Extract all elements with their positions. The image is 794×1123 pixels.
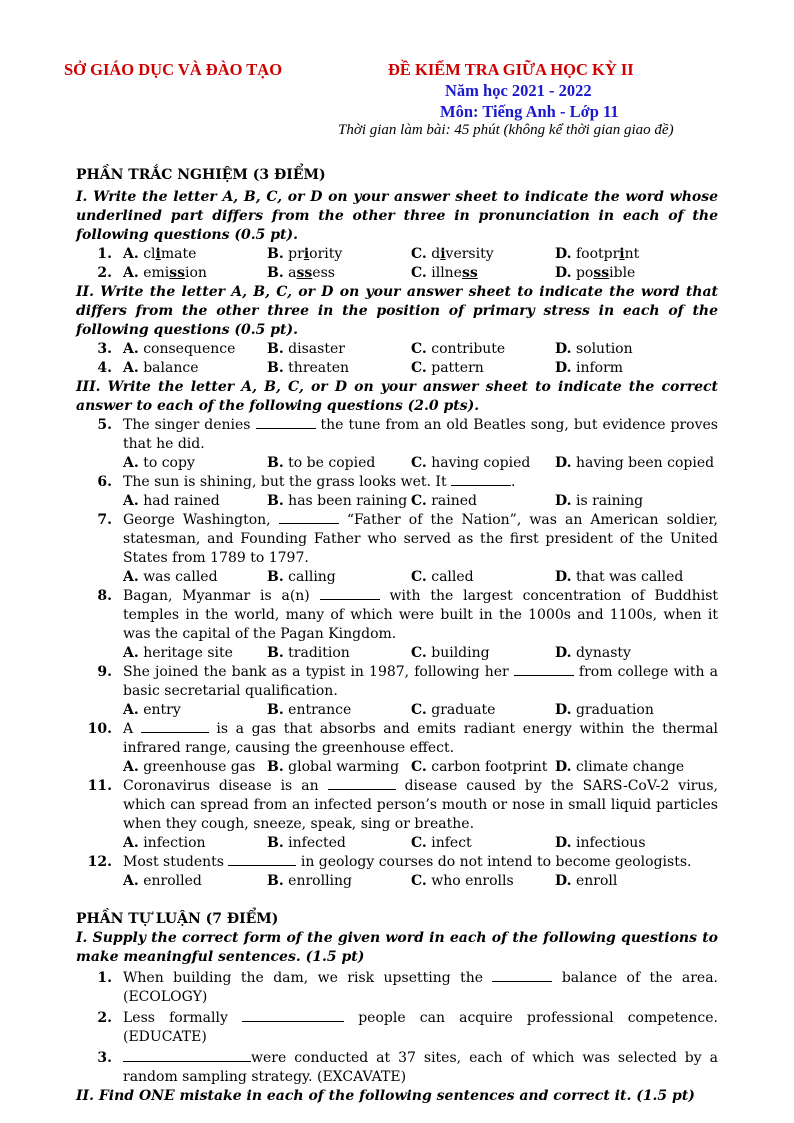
question-5-options bbox=[76, 454, 718, 473]
option-c[interactable]: C. called bbox=[411, 569, 474, 585]
question-12-options bbox=[76, 872, 718, 891]
option-d[interactable]: D. is raining bbox=[555, 493, 644, 509]
question-2: 2. A. emission B. assess C. illness D. possible bbox=[76, 264, 718, 283]
option-d[interactable]: D. inform bbox=[555, 360, 624, 376]
word-form-question-2: 2. Less formally people can acquire professional competence. (EDUCATE) bbox=[97, 1010, 718, 1045]
answer-blank[interactable] bbox=[123, 1049, 251, 1062]
option-d[interactable]: D. having been copied bbox=[555, 455, 715, 471]
option-c[interactable]: C. who enrolls bbox=[411, 873, 514, 889]
option-a[interactable]: A. greenhouse gas bbox=[123, 759, 256, 775]
answer-blank[interactable] bbox=[242, 1009, 344, 1022]
option-a[interactable]: A. entry bbox=[123, 702, 181, 718]
question-3: 3. A. consequence B. disaster C. contribute D. solution bbox=[76, 340, 718, 359]
option-d[interactable]: D. solution bbox=[555, 341, 633, 357]
word-form-question-3: 3. were conducted at 37 sites, each of which was selected by a random sampling strategy. (EXCAVATE) bbox=[97, 1050, 718, 1085]
option-c[interactable]: C. illness bbox=[411, 265, 478, 281]
option-c[interactable]: C. carbon footprint bbox=[411, 759, 548, 775]
question-5: 5. The singer denies the tune from an old Beatles song, but evidence proves that he did. bbox=[97, 417, 718, 452]
option-b[interactable]: B. threaten bbox=[267, 360, 350, 376]
answer-blank[interactable] bbox=[256, 416, 316, 429]
option-a[interactable]: A. enrolled bbox=[123, 873, 202, 889]
option-d[interactable]: D. possible bbox=[555, 265, 636, 281]
option-d[interactable]: D. graduation bbox=[555, 702, 654, 718]
question-8: 8. Bagan, Myanmar is a(n) with the largest concentration of Buddhist temples in the world, many of which were built in the 1000s and 1100s, when it was the capital of the Pagan Kingdom. bbox=[97, 588, 719, 642]
option-d[interactable]: D. footprint bbox=[555, 246, 640, 262]
question-6: 6. The sun is shining, but the grass looks wet. It . bbox=[97, 474, 516, 490]
question-7-options bbox=[76, 568, 718, 587]
option-d[interactable]: D. that was called bbox=[555, 569, 684, 585]
question-8-options bbox=[76, 644, 718, 663]
answer-blank[interactable] bbox=[141, 720, 209, 733]
answer-blank[interactable] bbox=[328, 777, 396, 790]
question-11-options bbox=[76, 834, 718, 853]
answer-blank[interactable] bbox=[492, 969, 552, 982]
option-c[interactable]: C. diversity bbox=[411, 246, 494, 262]
option-b[interactable]: B. tradition bbox=[267, 645, 350, 661]
option-b[interactable]: B. global warming bbox=[267, 759, 400, 775]
subject: Môn: Tiếng Anh - Lớp 11 bbox=[440, 102, 619, 121]
option-a[interactable]: A. emission bbox=[123, 265, 207, 281]
part1-title: PHẦN TRẮC NGHIỆM (3 ĐIỂM) bbox=[76, 167, 326, 183]
option-c[interactable]: C. graduate bbox=[411, 702, 496, 718]
option-a[interactable]: A. infection bbox=[123, 835, 206, 851]
option-b[interactable]: B. infected bbox=[267, 835, 346, 851]
option-d[interactable]: D. enroll bbox=[555, 873, 618, 889]
option-d[interactable]: D. dynasty bbox=[555, 645, 631, 661]
option-b[interactable]: B. assess bbox=[267, 265, 335, 281]
answer-blank[interactable] bbox=[228, 853, 296, 866]
option-c[interactable]: C. infect bbox=[411, 835, 472, 851]
question-7: 7. George Washington, “Father of the Nation”, was an American soldier, statesman, and Founding Father who served as the first president of the United States from 1789 to 1797. bbox=[97, 512, 718, 566]
option-a[interactable]: A. was called bbox=[123, 569, 218, 585]
option-c[interactable]: C. contribute bbox=[411, 341, 506, 357]
section2-instruction: II. Write the letter A, B, C, or D on your answer sheet to indicate the word that differs from the other three in the position of primary stress in each of the following questions (0.5 pt). bbox=[76, 284, 718, 338]
answer-blank[interactable] bbox=[279, 511, 339, 524]
exam-title: ĐỀ KIỂM TRA GIỮA HỌC KỲ II bbox=[388, 60, 634, 79]
question-11: 11. Coronavirus disease is an disease caused by the SARS-CoV-2 virus, which can spread from an infected person’s mouth or nose in small liquid particles when they cough, sneeze, speak, sing or breathe. bbox=[87, 778, 719, 832]
option-a[interactable]: A. heritage site bbox=[123, 645, 233, 661]
part2-title: PHẦN TỰ LUẬN (7 ĐIỂM) bbox=[76, 911, 279, 927]
option-c[interactable]: C. rained bbox=[411, 493, 478, 509]
school-year: Năm học 2021 - 2022 bbox=[445, 81, 592, 100]
question-9: 9. She joined the bank as a typist in 1987, following her from college with a basic secretarial qualification. bbox=[97, 664, 718, 699]
option-b[interactable]: B. entrance bbox=[267, 702, 352, 718]
word-form-question-1: 1. When building the dam, we risk upsetting the balance of the area. (ECOLOGY) bbox=[97, 970, 718, 1005]
option-a[interactable]: A. balance bbox=[123, 360, 199, 376]
question-1: 1. A. climate B. priority C. diversity D. footprint bbox=[76, 245, 718, 264]
question-4: 4. A. balance B. threaten C. pattern D. inform bbox=[76, 359, 718, 378]
option-b[interactable]: B. enrolling bbox=[267, 873, 353, 889]
option-c[interactable]: C. pattern bbox=[411, 360, 484, 376]
question-10-options bbox=[76, 758, 718, 777]
option-c[interactable]: C. having copied bbox=[411, 455, 531, 471]
option-d[interactable]: D. climate change bbox=[555, 759, 685, 775]
department-name: SỞ GIÁO DỤC VÀ ĐÀO TẠO bbox=[64, 60, 283, 79]
option-d[interactable]: D. infectious bbox=[555, 835, 646, 851]
part2-section1-instruction: I. Supply the correct form of the given word in each of the following questions to make meaningful sentences. (1.5 pt) bbox=[76, 930, 718, 965]
question-6-options bbox=[76, 492, 718, 511]
option-b[interactable]: B. disaster bbox=[267, 341, 345, 357]
section3-instruction: III. Write the letter A, B, C, or D on your answer sheet to indicate the correct answer to each of the following questions (2.0 pts). bbox=[76, 379, 718, 414]
part2-section2-instruction: II. Find ONE mistake in each of the following sentences and correct it. (1.5 pt) bbox=[76, 1088, 695, 1104]
option-a[interactable]: A. climate bbox=[123, 246, 197, 262]
question-10: 10. A is a gas that absorbs and emits radiant energy within the thermal infrared range, causing the greenhouse effect. bbox=[87, 721, 719, 756]
option-b[interactable]: B. to be copied bbox=[267, 455, 376, 471]
option-a[interactable]: A. had rained bbox=[123, 493, 220, 509]
option-b[interactable]: B. priority bbox=[267, 246, 343, 262]
question-9-options bbox=[76, 701, 718, 720]
time-allowed: Thời gian làm bài: 45 phút (không kể thời gian giao đề) bbox=[338, 122, 674, 138]
option-a[interactable]: A. to copy bbox=[123, 455, 195, 471]
answer-blank[interactable] bbox=[514, 663, 574, 676]
answer-blank[interactable] bbox=[320, 587, 380, 600]
option-a[interactable]: A. consequence bbox=[123, 341, 236, 357]
question-12: 12. Most students in geology courses do not intend to become geologists. bbox=[87, 854, 692, 870]
answer-blank[interactable] bbox=[451, 473, 511, 486]
section1-instruction: I. Write the letter A, B, C, or D on your answer sheet to indicate the word whose underlined part differs from the other three in pronunciation in each of the following questions (0.5 pt). bbox=[76, 189, 718, 243]
option-b[interactable]: B. has been raining bbox=[267, 493, 408, 509]
option-b[interactable]: B. calling bbox=[267, 569, 336, 585]
option-c[interactable]: C. building bbox=[411, 645, 490, 661]
exam-content bbox=[76, 166, 718, 1106]
